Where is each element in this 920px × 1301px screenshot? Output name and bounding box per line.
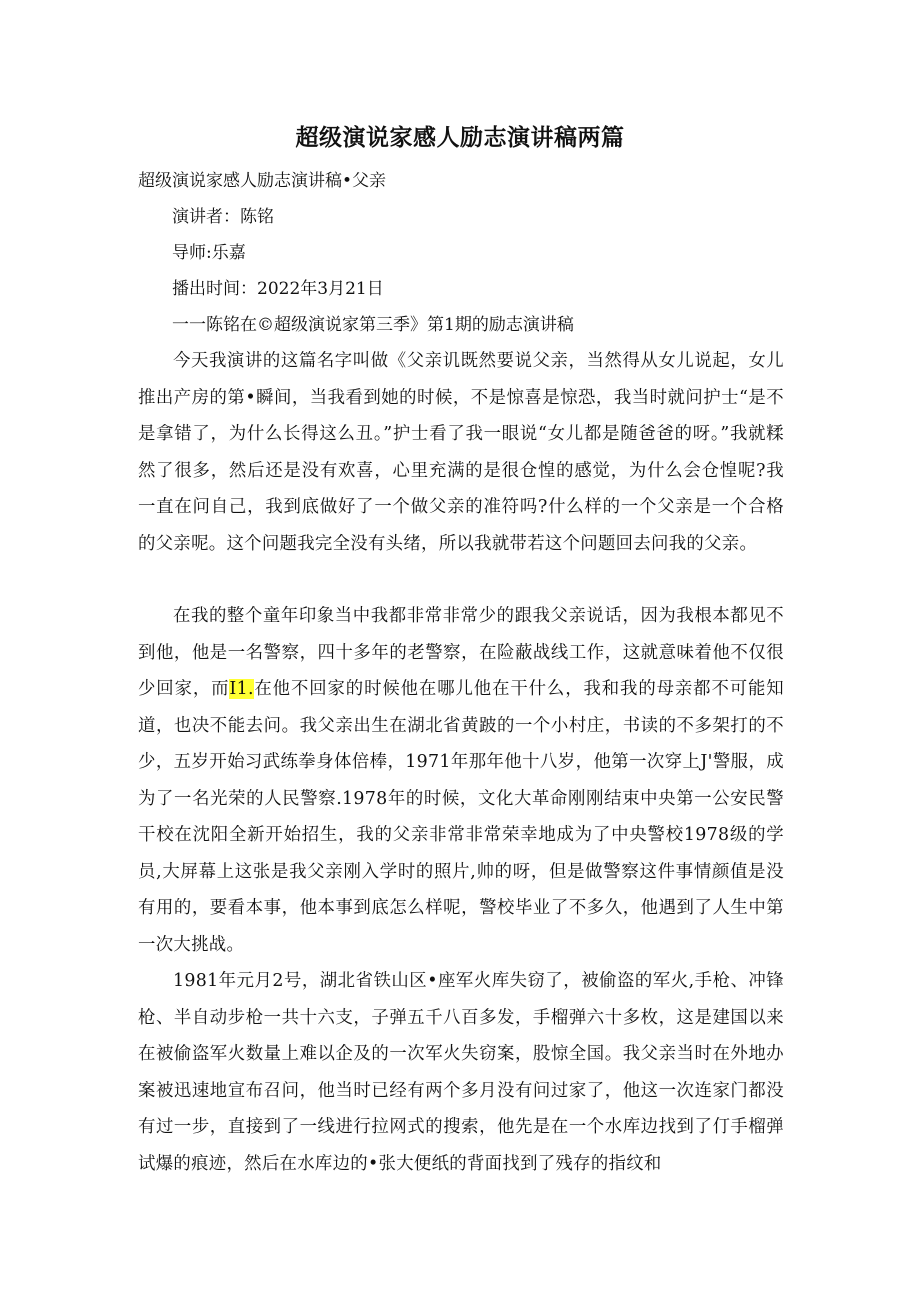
document-subtitle: 超级演说家感人励志演讲稿•父亲 xyxy=(138,171,387,191)
highlighted-text: I1. xyxy=(229,679,254,699)
document-title: 超级演说家感人励志演讲稿两篇 xyxy=(295,125,625,151)
body-paragraph-2 xyxy=(138,598,784,963)
source-line: 一一陈铭在©超级演说家第三季》第1期的励志演讲稿 xyxy=(172,315,574,335)
body-paragraph-1: 今天我演讲的这篇名字叫做《父亲讥既然要说父亲，当然得从女儿说起，女儿推出产房的第•瞬间，当我看到她的时候，不是惊喜是惊恐，我当时就问护士“是不是拿错了，为什么长得这么丑。”护士看了我一眼说“女儿都是随爸爸的呀。”我就糅然了很多，然后还是没有欢喜，心里充满的是很仓惶的感觉，为什么会仓惶呢?我一直在问自己，我到底做好了一个做父亲的准符吗?什么样的一个父亲是一个合格的父亲呢。这个问题我完全没有头绪，所以我就带若这个问题回去问我的父亲。 xyxy=(138,351,784,554)
air-time-line: 播出时间：2022年3月21日 xyxy=(172,279,384,299)
paragraph-2-text-before: 在我的整个童年印象当中我都非常非常少的跟我父亲说话，因为我根本都见不到他，他是一名警察，四十多年的老警察，在险蔽战线工作，这就意味着他不仅很少回家，而 xyxy=(138,606,784,699)
speaker-line: 演讲者：陈铭 xyxy=(172,207,274,227)
mentor-line: 导师:乐嘉 xyxy=(172,243,246,263)
paragraph-2-text-after: 在他不回家的时候他在哪儿他在干什么，我和我的母亲都不可能知道，也决不能去问。我父亲出生在湖北省黄跛的一个小村庄，书读的不多架打的不少，五岁开始习武练拳身体倍棒，1971年那年他十八岁，他第一次穿上J'警服，成为了一名光荣的人民警察.1978年的时候，文化大革命刚刚结束中央第一公安民警干校在沈阳全新开始招生，我的父亲非常非常荣幸地成为了中央警校1978级的学员,大屏幕上这张是我父亲刚入学时的照片,帅的呀，但是做警察这件事情颜值是没有用的，要看本事，他本事到底怎么样呢，警校毕业了不多久，他遇到了人生中第一次大挑战。 xyxy=(138,679,784,955)
body-paragraph-3: 1981年元月2号，湖北省铁山区•座军火库失窃了，被偷盗的军火,手枪、冲锋枪、半自动步枪一共十六支，子弹五千八百多发，手榴弹六十多枚，这是建国以来在被偷盗军火数量上难以企及的一次军火失窃案，股惊全国。我父亲当时在外地办案被迅速地宣布召问，他当时已经有两个多月没有问过家了，他这一次连家门都没有过一步，直接到了一线进行拉网式的搜索，他先是在一个水库边找到了仃手榴弹试爆的痕迹，然后在水库边的•张大便纸的背面找到了残存的指纹和 xyxy=(138,971,784,1174)
